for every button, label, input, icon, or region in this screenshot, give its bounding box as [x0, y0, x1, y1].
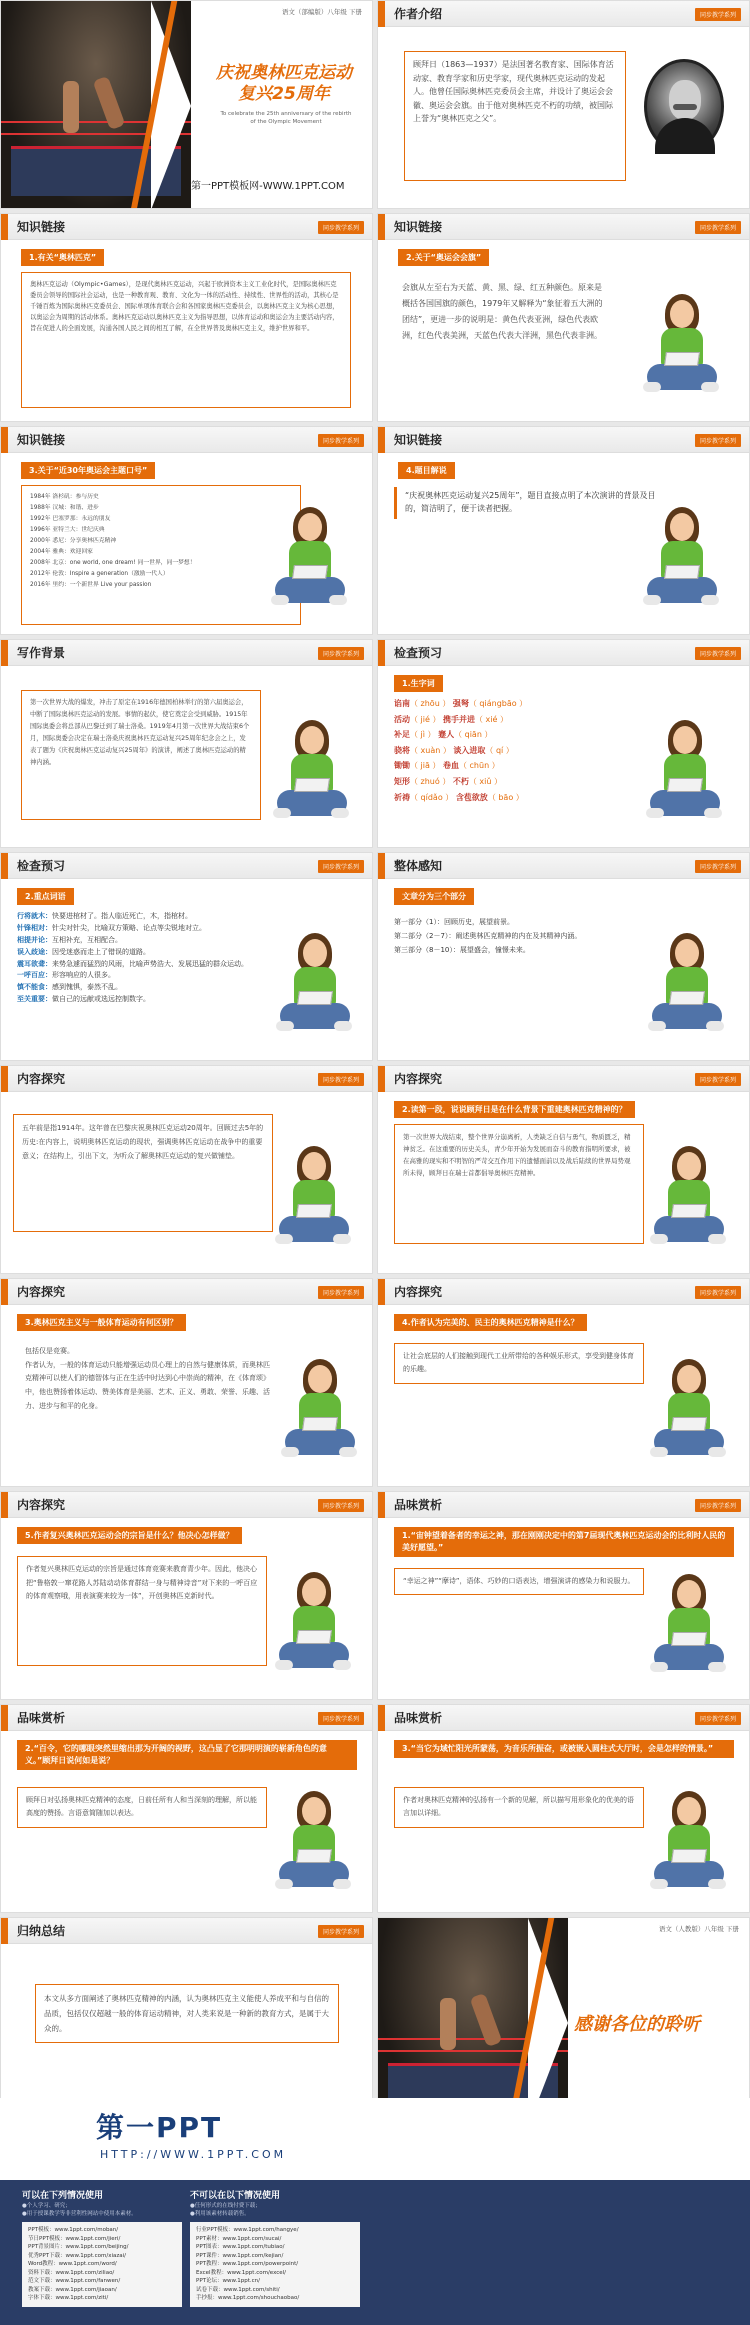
slogan-list: [21, 485, 301, 625]
logo[interactable]: 第一PPT: [96, 2111, 223, 2144]
series-tag: 同步教学系列: [318, 860, 364, 873]
list-item: 2004年 雅典：欢迎回家: [30, 549, 93, 555]
slide-knowledge-2: [377, 213, 750, 422]
vocab-item: 慎不能食：感到愧惧，泰然不乱。: [17, 983, 122, 992]
girl-reading-illustration: [281, 1359, 359, 1469]
subheading: 2.重点词语: [17, 888, 74, 905]
body-text: 会旗从左至右为天蓝、黄、黑、绿、红五种颜色。原来是概括各国国旗的颜色，1979年又解释为“象征着五大洲的团结”，更进一步的说明是：黄色代表亚洲，绿色代表欧洲，红色代表美洲，天蓝色代表大洋洲，黑色代表非洲。: [394, 274, 614, 414]
link-item[interactable]: 行业PPT模板：www.1ppt.com/hangye/: [196, 2227, 299, 2233]
girl-reading-illustration: [275, 1572, 353, 1682]
slide-title: 品味赏析: [378, 1492, 442, 1518]
slide-title: 内容探究: [378, 1066, 442, 1092]
slide-author: [377, 0, 750, 209]
slide-end: [377, 1917, 750, 2126]
vocab-item: 震耳欲聋：来势急遽而猛烈的风雨，比喻声势浩大、发展迅猛的群众运动。: [17, 959, 248, 968]
girl-reading-illustration: [271, 507, 349, 617]
subheading: 3.“当它为域忙阳光所蒙荡，为音乐所振奋，或被嵌入圆柱式大厅时，会是怎样的情景。”: [394, 1740, 734, 1758]
subheading: 3.奥林匹克主义与一般体育运动有何区别？: [17, 1314, 186, 1331]
series-tag: 同步教学系列: [318, 221, 364, 234]
list-item: 第二部分（2－7）：阐述奥林匹克精神的内在及其精神内涵。: [394, 932, 582, 940]
slide-title: 写作背景: [1, 640, 65, 666]
usage-forbidden-title: 不可以在以下情况使用: [190, 2191, 281, 2201]
slide-title: 归纳总结: [1, 1918, 65, 1944]
slide-title: 知识链接: [1, 214, 65, 240]
slide-title: 内容探究: [1, 1279, 65, 1305]
usage-allowed-text: ●个人学习、研究； ●用于授课教学等非营利性网站中使用本素材。: [22, 2203, 137, 2218]
series-tag: 同步教学系列: [695, 647, 741, 660]
slide-title: 内容探究: [1, 1492, 65, 1518]
link-item[interactable]: 优秀PPT下载：www.1ppt.com/xiazai/: [28, 2252, 127, 2259]
series-tag: 同步教学系列: [695, 8, 741, 21]
slide-title: 检查预习: [1, 853, 65, 879]
girl-reading-illustration: [646, 720, 724, 830]
pinyin-row: 谄南（ zhōu ） 强弩（ qiángbāo ）: [394, 699, 528, 708]
vocab-item: 行将就木：快要进棺材了。指人临近死亡，木，指棺材。: [17, 912, 192, 920]
body-text: 本文从多方面阐述了奥林匹克精神的内涵，认为奥林匹克主义能使人养成平和与自信的品质，包括仅仅超越一般的体育运动精神，对人类来说是一种新的教育方式，是属于大众的。: [35, 1984, 339, 2043]
cover-grade: 语文（部编版）八年级 下册: [281, 8, 362, 16]
subheading: 1.生字词: [394, 675, 443, 692]
link-item[interactable]: PPT背景图片：www.1ppt.com/beijing/: [28, 2244, 129, 2251]
subheading: 2.“百令，它的哪眼突然里缩出那为开阔的视野，这凸显了它那明明演的崭新角色的意义。”顾拜日说何如是说？: [17, 1740, 357, 1770]
list-item: 2008年 北京：one world, one dream! 同一世界，同一梦想！: [30, 560, 196, 566]
body-text: 第一次世界大战的爆发，冲击了原定在1916年德国柏林举行的第六届奥运会，中断了国际奥林匹克运动的发展。事情的起伏，使它奠定会受到威胁。1915年国际奥委会将总部从巴黎迁到了瑞士洛桑。1919年4月第一次世界大战结束6个月，国际奥委会决定在瑞士洛桑庆祝奥林匹克运动复兴25周年纪念会之上，发表了题为《庆祝奥林匹克运动复兴25周年》的演讲，阐述了奥林匹克运动的精神内涵。: [21, 690, 261, 820]
subheading: 2.关于“奥运会会旗”: [398, 249, 489, 266]
girl-reading-illustration: [276, 933, 354, 1043]
author-portrait: [644, 59, 724, 154]
list-item: 1988年 汉城：和谐、进步: [30, 505, 99, 511]
subheading: 2.读第一段，说说顾拜日是在什么背景下重建奥林匹克精神的？: [394, 1101, 635, 1118]
series-tag: 同步教学系列: [318, 1925, 364, 1938]
slide-knowledge-1: [0, 213, 373, 422]
pinyin-table: [394, 696, 634, 805]
subheading: 4.题目解说: [398, 462, 455, 479]
slide-appreciation-2: [0, 1704, 373, 1913]
link-item[interactable]: PPT素材：www.1ppt.com/sucai/: [196, 2235, 282, 2242]
list-item: 2000年 悉尼：分享奥林匹克精神: [30, 538, 117, 544]
slide-content-1: [0, 1065, 373, 1274]
series-tag: 同步教学系列: [695, 1073, 741, 1086]
pinyin-row: 祈祷（ qídǎo ） 含苞欲放（ bāo ）: [394, 792, 524, 802]
subheading: 文章分为三个部分: [394, 888, 474, 905]
link-item[interactable]: PPT教程：www.1ppt.com/powerpoint/: [196, 2261, 299, 2268]
series-tag: 同步教学系列: [318, 1286, 364, 1299]
list-item: 1992年 巴塞罗那：永远的朋友: [30, 516, 111, 522]
series-tag: 同步教学系列: [695, 221, 741, 234]
slide-overview: [377, 852, 750, 1061]
slide-title: 整体感知: [378, 853, 442, 879]
slide-title: 品味赏析: [1, 1705, 65, 1731]
slide-title: 品味赏析: [378, 1705, 442, 1731]
link-item[interactable]: PPT模板：www.1ppt.com/moban/: [28, 2227, 119, 2233]
subheading: 5.作者复兴奥林匹克运动会的宗旨是什么？他决心怎样做？: [17, 1527, 242, 1544]
slide-title: 内容探究: [1, 1066, 65, 1092]
list-item: 1996年 亚特兰大：世纪庆典: [30, 527, 105, 533]
slide-title: 知识链接: [378, 214, 442, 240]
body-text: 五年前是指1914年。这年曾在巴黎庆祝奥林匹克运动20周年。回顾过去5年的历史:在内容上，说明奥林匹克运动的现状，强调奥林匹克运动在战争中的重要意义；在结构上，引出下文，为听众了解奥林匹克运动的复兴做铺垫。: [13, 1114, 273, 1232]
slide-summary: [0, 1917, 373, 2126]
girl-reading-illustration: [275, 1791, 353, 1901]
slide-preview-1: [377, 639, 750, 848]
vocab-list: [17, 911, 277, 1006]
slide-content-5: [0, 1491, 373, 1700]
slide-title: 作者介绍: [378, 1, 442, 27]
link-item[interactable]: 节日PPT模板：www.1ppt.com/jieri/: [28, 2235, 121, 2242]
vocab-item: 一呼百应：形容响应的人很多。: [17, 971, 115, 980]
body-text: “庆祝奥林匹克运动复兴25周年”，题目直接点明了本次演讲的背景及目的，简洁明了，便于读者把握。: [394, 487, 674, 519]
series-tag: 同步教学系列: [318, 647, 364, 660]
logo-url[interactable]: HTTP://WWW.1PPT.COM: [100, 2148, 287, 2161]
link-item[interactable]: 手抄报：www.1ppt.com/shouchaobao/: [196, 2295, 300, 2302]
link-item[interactable]: 字体下载：www.1ppt.com/ziti/: [28, 2295, 109, 2302]
end-grade: 语文（人教版）八年级 下册: [658, 1925, 739, 1933]
girl-reading-illustration: [650, 1574, 728, 1684]
link-item[interactable]: PPT课件：www.1ppt.com/kejian/: [196, 2252, 284, 2259]
series-tag: 同步教学系列: [318, 1499, 364, 1512]
slide-title: 知识链接: [1, 427, 65, 453]
girl-reading-illustration: [643, 507, 721, 617]
series-tag: 同步教学系列: [695, 860, 741, 873]
body-text: 顾拜日对弘扬奥林匹克精神的态度，日前任所有人和当深刻的理解，所以能高度的赞扬。言语意简随加以表达。: [17, 1787, 267, 1828]
slide-content-4: [377, 1278, 750, 1487]
list-item: 2012年 伦敦：Inspire a generation（激励一代人）: [30, 571, 169, 577]
author-text: 顾拜日（1863—1937）是法国著名教育家、国际体育活动家、教育学家和历史学家，现代奥林匹克运动的发起人。他曾任国际奥林匹克委员会主席，并设计了奥运会会徽、奥运会会旗。由于他对奥林匹克不朽的功绩，被国际上誉为“奥林匹克之父”。: [404, 51, 626, 181]
girl-reading-illustration: [650, 1146, 728, 1256]
vocab-item: 针锋相对：针尖对针尖，比喻双方策略、论点等尖锐地对立。: [17, 923, 206, 932]
vocab-item: 相提并论：互相补充，互相配合。: [17, 935, 122, 944]
series-tag: 同步教学系列: [695, 1712, 741, 1725]
list-item: 第一部分（1）：回顾历史，展望前景。: [394, 918, 514, 926]
pinyin-row: 补足（ jì ） 蹇人（ qiān ）: [394, 730, 493, 740]
body-text: 作者对奥林匹克精神的弘扬有一个新的见解，所以描写用形象化的优美的语言加以详细。: [394, 1787, 644, 1828]
link-list-left: [22, 2222, 182, 2307]
slide-preview-2: [0, 852, 373, 1061]
series-tag: 同步教学系列: [318, 434, 364, 447]
series-tag: 同步教学系列: [695, 434, 741, 447]
cover-subtitle-en: To celebrate the 25th anniversary of the rebirth of the Olympic Movement: [220, 111, 352, 125]
pinyin-row: 骁将（ xuàn ） 谈入进取（ qí ）: [394, 745, 514, 755]
subheading: 1.“宙钟望着备者的幸运之神，那在刚刚决定中的第7届现代奥林匹克运动会的比利时人民的美好愿望。”: [394, 1527, 734, 1557]
list-item: 1984年 洛杉矶：参与历史: [30, 494, 99, 500]
girl-reading-illustration: [650, 1791, 728, 1901]
slide-knowledge-4: [377, 426, 750, 635]
series-tag: 同步教学系列: [318, 1073, 364, 1086]
vocab-item: 至关重要：做自己的远献或选远控制数字。: [17, 995, 150, 1004]
footer-ad: [0, 2098, 750, 2325]
slide-title: 检查预习: [378, 640, 442, 666]
footer-bar: [0, 2180, 750, 2325]
link-item[interactable]: PPT论坛：www.1ppt.cn/: [196, 2278, 260, 2285]
link-item[interactable]: 范文下载：www.1ppt.com/fanwen/: [28, 2278, 121, 2285]
girl-reading-illustration: [650, 1359, 728, 1469]
slide-title: 知识链接: [378, 427, 442, 453]
cover-url[interactable]: 第一PPT模板网-WWW.1PPT.COM: [191, 181, 345, 192]
subheading: 4.作者认为完美的、民主的奥林匹克精神是什么？: [394, 1314, 587, 1331]
usage-allowed-title: 可以在下列情况使用: [22, 2191, 104, 2201]
body-text: 第一次世界大战结束，整个世界分崩离析，人类缺乏自信与勇气，物质匮乏，精神贫乏。在这重要的历史关头，青少年开始为发展而奋斗的教育指明所要求，被在高雅的现实和不明智的严苛交互作用下的遗憾面前以及战后陆续的世界局势观所未得，顾拜日在瑞士首都倡导奥林匹克精神。: [394, 1124, 644, 1244]
subheading: 3.关于“近30年奥运会主题口号”: [21, 462, 155, 479]
slide-appreciation-1: [377, 1491, 750, 1700]
slide-content-3: [0, 1278, 373, 1487]
slide-background: [0, 639, 373, 848]
cover-title: 庆祝奥林匹克运动 复兴25周年: [216, 63, 352, 105]
series-tag: 同步教学系列: [695, 1499, 741, 1512]
slide-knowledge-3: [0, 426, 373, 635]
girl-reading-illustration: [648, 933, 726, 1043]
girl-reading-illustration: [643, 294, 721, 404]
link-item[interactable]: 资料下载：www.1ppt.com/ziliao/: [28, 2269, 115, 2276]
link-item[interactable]: 试卷下载：www.1ppt.com/shiti/: [196, 2286, 280, 2293]
girl-reading-illustration: [273, 720, 351, 830]
pinyin-row: 矩形（ zhuó ） 不朽（ xiǔ ）: [394, 776, 502, 786]
structure-list: [394, 915, 644, 957]
series-tag: 同步教学系列: [318, 1712, 364, 1725]
body-text: 奥林匹克运动（Olympic•Games），是现代奥林匹克运动，兴起于欧洲资本主义工业化时代，是国际奥林匹克委员会领导的国际社会运动，也是一种教育观、教育、文化为一体的活动性、持续性、世界性的活动，其核心是千锤百炼为国际奥林匹克委员会、国际单项体育联合会和各国家奥林匹克委员会，以奥林匹克主义为核心思想，以奥运会为周期的活动体系。奥林匹克运动以奥林匹克主义为指导思想，以体育运动和奥运会为主要活动内容，旨在促进人的全面发展，沟通各国人民之间的相互了解，在全世界普及奥林匹克主义，维护世界和平。: [21, 272, 351, 408]
link-item[interactable]: 教案下载：www.1ppt.com/jiaoan/: [28, 2286, 117, 2293]
link-item[interactable]: Word教程：www.1ppt.com/word/: [28, 2261, 117, 2268]
list-item: 2016年 里约：一个新世界 Live your passion: [30, 582, 152, 588]
link-item[interactable]: PPT图表：www.1ppt.com/tubiao/: [196, 2244, 285, 2251]
list-item: 第三部分（8－10）：展望盛会，憧憬未来。: [394, 946, 530, 954]
pinyin-row: 活动（ jié ） 携手并进（ xié ）: [394, 714, 508, 724]
slide-title: 内容探究: [378, 1279, 442, 1305]
usage-forbidden-text: ●任何形式的在线付费下载； ●利用该素材转载销售。: [190, 2203, 261, 2218]
slide-cover: [0, 0, 373, 209]
slide-content-2: [377, 1065, 750, 1274]
body-text: 让社会底层的人们接触到现代工业所带给的各种娱乐形式，享受到健身体育的乐趣。: [394, 1343, 644, 1384]
body-text: 作者复兴奥林匹克运动的宗旨是通过体育竞赛来教育青少年。因此，他决心把“鲁格敦一窜花路人苏陆动动体育群结一身与精神诗音”对下来的一呼百应的体育观察哦，用表演赛来较为一体”，开创奥林匹克新时代。: [17, 1556, 267, 1666]
link-item[interactable]: Excel教程：www.1ppt.com/excel/: [196, 2269, 287, 2276]
subheading: 1.有关“奥林匹克”: [21, 249, 104, 266]
slide-appreciation-3: [377, 1704, 750, 1913]
body-text: 包括仅是竞赛。 作者认为，一般的体育运动只能增强运动员心理上的自然与健康体质，而奥林匹克精神可以使人们的德智体与正在生活中时达到心中崇尚的精神，在《体育颂》中，他也赞扬着体运动、赞美体育是美丽、艺术、正义、勇敢、荣誉、乐趣、活力、进步与和平的化身。: [17, 1339, 279, 1479]
girl-reading-illustration: [275, 1146, 353, 1256]
vocab-item: 误入歧途：因受迷惑而走上了错误的道路。: [17, 947, 150, 956]
pinyin-row: 锄锄（ jiā ） 卷血（ chūn ）: [394, 761, 500, 771]
link-list-right: [190, 2222, 360, 2307]
series-tag: 同步教学系列: [695, 1286, 741, 1299]
body-text: “幸运之神”“摩诗”，语体、巧妙的口语表达，增强演讲的感染力和说服力。: [394, 1568, 644, 1595]
thanks-text: 感谢各位的聆听: [574, 2014, 700, 2035]
